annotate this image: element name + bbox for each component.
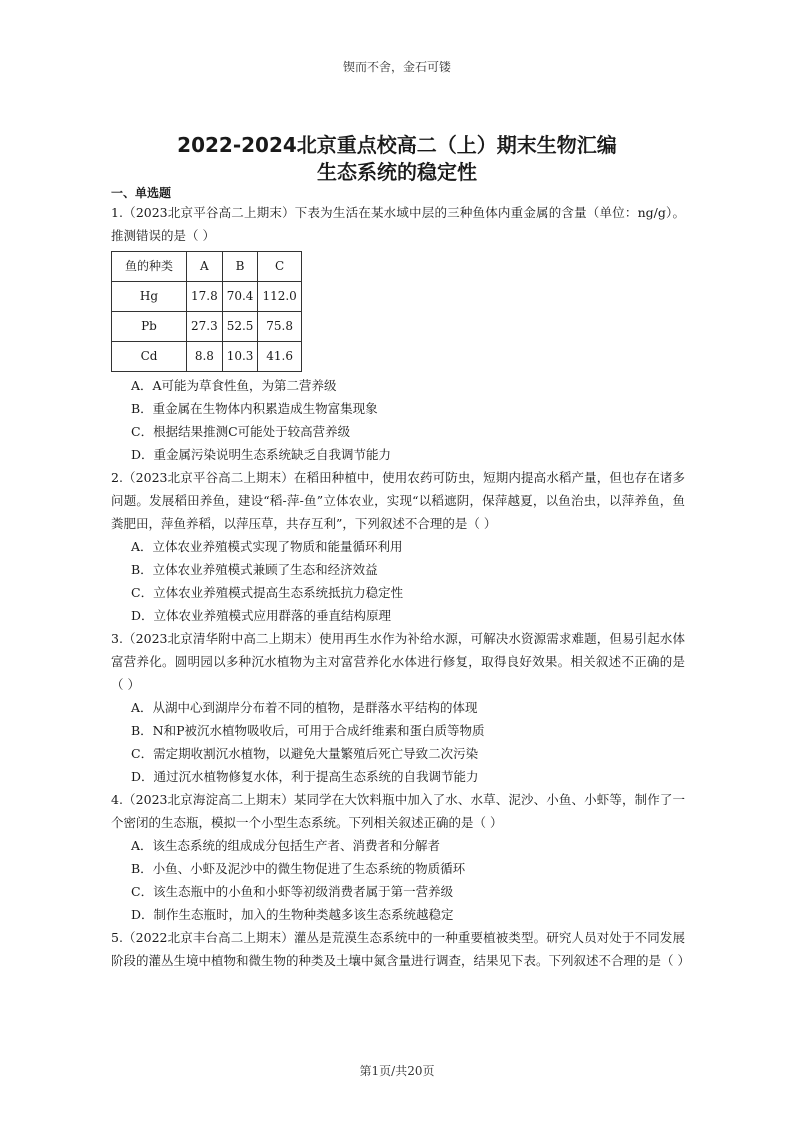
section-heading: 一、单选题	[111, 186, 172, 200]
table-cell: 27.3	[187, 312, 223, 342]
option-d: D．制作生态瓶时，加入的生物种类越多该生态系统越稳定	[131, 907, 454, 922]
option-c: C．需定期收割沉水植物，以避免大量繁殖后死亡导致二次污染	[131, 746, 479, 761]
question-2	[111, 466, 685, 627]
option-d: D．重金属污染说明生态系统缺乏自我调节能力	[131, 447, 392, 462]
question-3	[111, 627, 685, 788]
header-motto: 锲而不舍，金石可镂	[342, 60, 451, 74]
question-stem: 1.（2023北京平谷高二上期末）下表为生活在某水域中层的三种鱼体内重金属的含量（单位：ng/g）。推测错误的是（ ）	[111, 205, 685, 243]
table-cell: 75.8	[258, 312, 301, 342]
table-cell: 10.3	[222, 342, 258, 372]
table-row	[112, 282, 302, 312]
heavy-metal-table	[111, 251, 302, 372]
table-cell: 17.8	[187, 282, 223, 312]
table-header-cell: 鱼的种类	[112, 252, 187, 282]
question-5	[111, 926, 690, 972]
question-stem: 4.（2023北京海淀高二上期末）某同学在大饮料瓶中加入了水、水草、泥沙、小鱼、小虾等，制作了一个密闭的生态瓶，模拟一个小型生态系统。下列相关叙述正确的是（ ）	[111, 792, 685, 830]
table-row	[112, 342, 302, 372]
question-1	[111, 201, 685, 466]
option-c: C．立体农业养殖模式提高生态系统抵抗力稳定性	[131, 585, 404, 600]
option-a: A．立体农业养殖模式实现了物质和能量循环利用	[131, 539, 403, 554]
table-header-cell: C	[258, 252, 301, 282]
table-cell: 52.5	[222, 312, 258, 342]
option-d: D．立体农业养殖模式应用群落的垂直结构原理	[131, 608, 392, 623]
table-cell: 8.8	[187, 342, 223, 372]
option-a: A．从湖中心到湖岸分布着不同的植物，是群落水平结构的体现	[131, 700, 478, 715]
document-body	[111, 186, 690, 972]
table-cell: Pb	[112, 312, 187, 342]
option-b: B．重金属在生物体内积累造成生物富集现象	[131, 401, 378, 416]
document-title	[0, 132, 794, 186]
table-cell: Cd	[112, 342, 187, 372]
table-row	[112, 312, 302, 342]
table-cell: 41.6	[258, 342, 301, 372]
table-header-row	[112, 252, 302, 282]
table-header-cell: A	[187, 252, 223, 282]
option-c: C．该生态瓶中的小鱼和小虾等初级消费者属于第一营养级	[131, 884, 454, 899]
option-a: A．A可能为草食性鱼，为第二营养级	[131, 378, 337, 393]
option-a: A．该生态系统的组成成分包括生产者、消费者和分解者	[131, 838, 441, 853]
question-stem: 5.（2022北京丰台高二上期末）灌丛是荒漠生态系统中的一种重要植被类型。研究人员对处于不同发展阶段的灌丛生境中植物和微生物的种类及土壤中氮含量进行调查，结果见下表。下列叙述不合理的是（ ）	[111, 930, 690, 968]
title-line-2: 生态系统的稳定性	[317, 160, 477, 184]
question-stem: 2.（2023北京平谷高二上期末）在稻田种植中，使用农药可防虫，短期内提高水稻产量，但也存在诸多问题。发展稻田养鱼，建设“稻-萍-鱼”立体农业，实现“以稻遮阴，保萍越夏，以鱼治虫，以萍养鱼，鱼粪肥田，萍鱼养稻，以萍压草，共存互利”，下列叙述不合理的是（ ）	[111, 470, 685, 531]
table-cell: 112.0	[258, 282, 301, 312]
option-b: B．N和P被沉水植物吸收后，可用于合成纤维素和蛋白质等物质	[131, 723, 485, 738]
title-line-1: 2022-2024北京重点校高二（上）期末生物汇编	[177, 133, 617, 157]
option-d: D．通过沉水植物修复水体，利于提高生态系统的自我调节能力	[131, 769, 479, 784]
option-c: C．根据结果推测C可能处于较高营养级	[131, 424, 351, 439]
page-number: 第1页/共20页	[359, 1064, 435, 1078]
table-header-cell: B	[222, 252, 258, 282]
question-4	[111, 788, 685, 926]
table-cell: Hg	[112, 282, 187, 312]
table-cell: 70.4	[222, 282, 258, 312]
option-b: B．立体农业养殖模式兼顾了生态和经济效益	[131, 562, 378, 577]
option-b: B．小鱼、小虾及泥沙中的微生物促进了生态系统的物质循环	[131, 861, 466, 876]
question-stem: 3.（2023北京清华附中高二上期末）使用再生水作为补给水源，可解决水资源需求难题，但易引起水体富营养化。圆明园以多种沉水植物为主对富营养化水体进行修复，取得良好效果。相关叙述不正确的是（ ）	[111, 631, 685, 692]
